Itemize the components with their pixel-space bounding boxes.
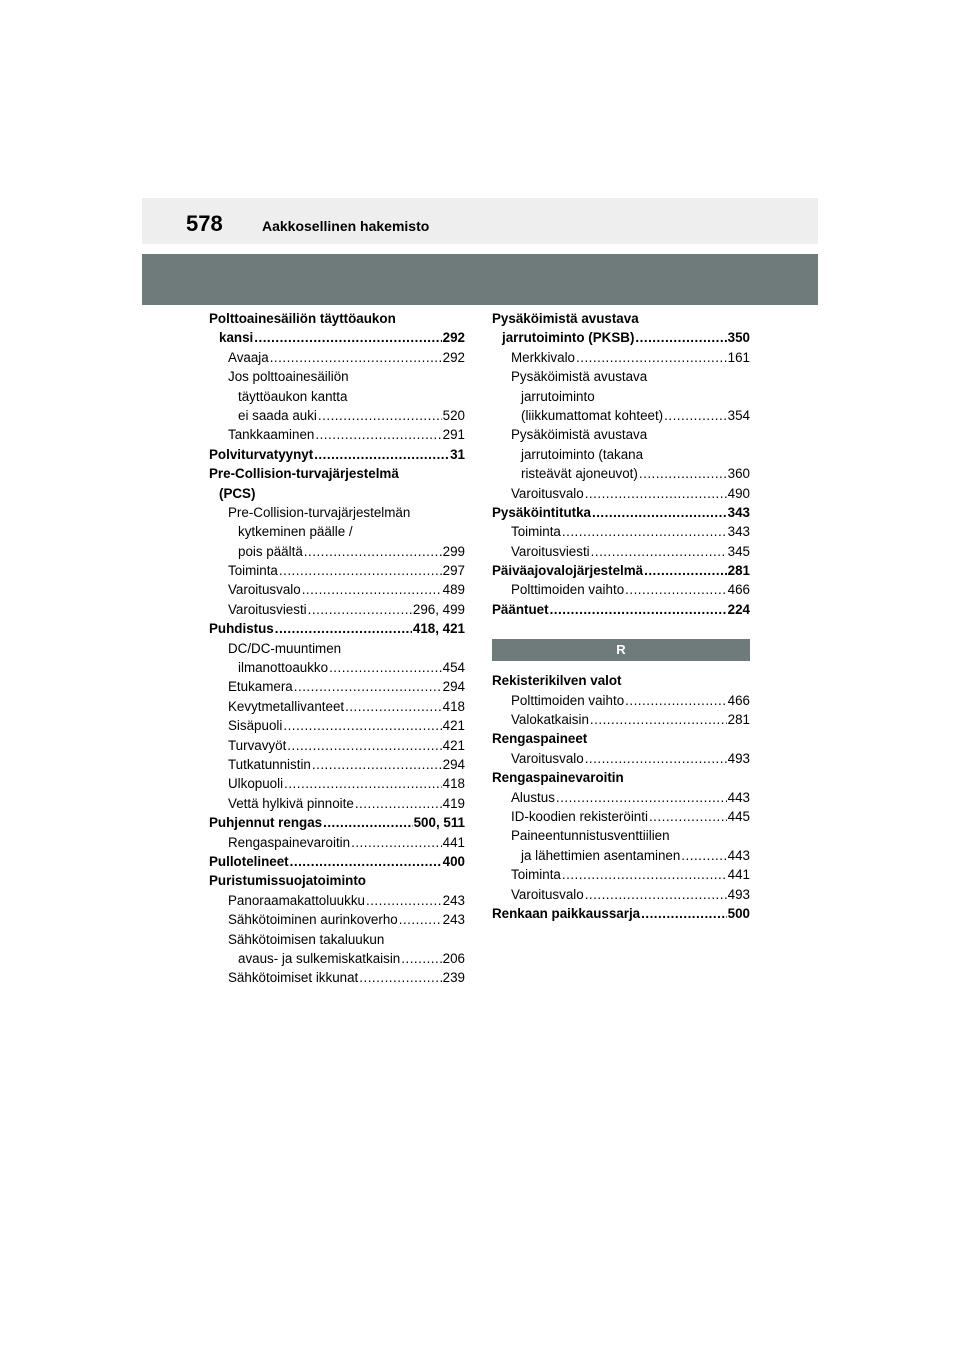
index-subentry — [492, 425, 750, 444]
entry-text: Pysäköimistä avustava — [511, 369, 648, 385]
page-reference: 281 — [727, 563, 750, 579]
entry-text: Vettä hylkivä pinnoite — [228, 795, 354, 811]
page-reference: 421 — [442, 737, 465, 753]
index-entry — [492, 503, 750, 522]
index-subentry — [209, 736, 465, 755]
index-subentry — [209, 406, 465, 425]
entry-text: Renkaan paikkaussarja — [492, 905, 641, 921]
entry-text: (liikkumattomat kohteet) — [521, 407, 664, 423]
index-subentry — [209, 600, 465, 619]
page-number: 578 — [186, 211, 223, 236]
entry-text: ei saada auki — [238, 407, 317, 423]
index-subentry — [492, 788, 750, 807]
entry-text: Kevytmetallivanteet — [228, 698, 345, 714]
entry-text: Puhdistus — [209, 621, 274, 637]
page-reference: 419 — [442, 795, 465, 811]
dot-leader — [664, 406, 727, 425]
index-subentry — [492, 445, 750, 464]
dot-leader — [351, 833, 442, 852]
entry-text: jarrutoiminto (PKSB) — [502, 330, 635, 346]
index-subentry — [209, 503, 465, 522]
entry-text: Sisäpuoli — [228, 718, 283, 734]
dot-leader — [290, 852, 442, 871]
index-subentry — [492, 865, 750, 884]
page-reference: 466 — [727, 582, 750, 598]
page-reference: 441 — [442, 834, 465, 850]
page-reference: 490 — [727, 485, 750, 501]
page-reference: 445 — [727, 808, 750, 824]
page-reference: 206 — [442, 950, 465, 966]
entry-text: Toiminta — [511, 524, 561, 540]
entry-text: Puristumissuojatoiminto — [209, 873, 366, 889]
index-subentry — [492, 580, 750, 599]
page-reference: 281 — [727, 712, 750, 728]
entry-text: Turvavyöt — [228, 737, 287, 753]
index-subentry — [492, 406, 750, 425]
dot-leader — [401, 949, 441, 968]
entry-text: jarrutoiminto (takana — [521, 446, 644, 462]
index-entry — [209, 328, 465, 347]
dot-leader — [592, 503, 727, 522]
dot-leader — [681, 846, 726, 865]
index-subentry — [209, 968, 465, 987]
page-reference: 350 — [727, 330, 750, 346]
entry-text: Toiminta — [228, 563, 278, 579]
entry-text: Sähkötoiminen aurinkoverho — [228, 912, 398, 928]
entry-text: pois päältä — [238, 543, 303, 559]
dot-leader — [329, 658, 442, 677]
entry-text: Päiväajovalojärjestelmä — [492, 563, 644, 579]
dot-leader — [625, 580, 727, 599]
entry-text: avaus- ja sulkemiskatkaisin — [238, 950, 401, 966]
dot-leader — [639, 464, 727, 483]
page-reference: 243 — [442, 892, 465, 908]
index-subentry — [492, 367, 750, 386]
dot-leader — [302, 580, 442, 599]
dot-leader — [562, 522, 727, 541]
dot-leader — [556, 788, 727, 807]
dot-leader — [254, 328, 441, 347]
entry-text: Rengaspaineet — [492, 731, 588, 747]
page-reference: 418, 421 — [412, 621, 465, 637]
index-column-left — [209, 309, 465, 988]
page-reference: 343 — [727, 524, 750, 540]
dot-leader — [304, 542, 442, 561]
entry-text: Panoraamakattoluukku — [228, 892, 365, 908]
dot-leader — [644, 561, 727, 580]
page-reference: 418 — [442, 776, 465, 792]
dot-leader — [318, 406, 442, 425]
entry-text: Rekisterikilven valot — [492, 673, 622, 689]
dot-leader — [275, 619, 412, 638]
page-reference: 294 — [442, 756, 465, 772]
index-subentry — [209, 910, 465, 929]
page-reference: 239 — [442, 970, 465, 986]
index-entry — [492, 671, 750, 690]
index-subentry — [492, 807, 750, 826]
entry-text: Pysäköimistä avustava — [492, 311, 639, 326]
entry-text: Polttoainesäiliön täyttöaukon — [209, 311, 396, 326]
index-subentry — [209, 697, 465, 716]
entry-text: Toiminta — [511, 867, 561, 883]
entry-text: Jos polttoainesäiliön — [228, 369, 349, 385]
entry-text: kytkeminen päälle / — [238, 524, 353, 540]
index-entry — [209, 309, 465, 328]
index-subentry — [492, 749, 750, 768]
dot-leader — [590, 710, 727, 729]
index-subentry — [209, 387, 465, 406]
index-subentry — [492, 464, 750, 483]
entry-text: ja lähettimien asentaminen — [521, 847, 681, 863]
index-subentry — [209, 677, 465, 696]
dot-leader — [550, 600, 727, 619]
page-reference: 296, 499 — [412, 601, 465, 617]
index-group-r — [492, 671, 750, 923]
page-reference: 299 — [442, 543, 465, 559]
dot-leader — [308, 600, 412, 619]
index-entry — [492, 309, 750, 328]
page-reference: 31 — [450, 446, 465, 462]
index-subentry — [209, 639, 465, 658]
index-subentry — [492, 691, 750, 710]
dot-leader — [625, 691, 727, 710]
dot-leader — [312, 755, 442, 774]
entry-text: ilmanottoaukko — [238, 660, 329, 676]
index-entry — [492, 729, 750, 748]
page-reference: 294 — [442, 679, 465, 695]
page-reference: 421 — [442, 718, 465, 734]
page-reference: 292 — [442, 349, 465, 365]
index-subentry — [209, 580, 465, 599]
entry-text: Rengaspainevaroitin — [492, 770, 624, 786]
index-entry — [209, 813, 465, 832]
page-reference: 500 — [727, 905, 750, 921]
dot-leader — [576, 348, 727, 367]
dot-leader — [399, 910, 442, 929]
index-subentry — [492, 826, 750, 845]
entry-text: Puhjennut rengas — [209, 815, 323, 831]
page-reference: 520 — [442, 407, 465, 423]
entry-text: Sähkötoimiset ikkunat — [228, 970, 359, 986]
index-subentry — [209, 794, 465, 813]
index-entry — [209, 445, 465, 464]
page-reference: 454 — [442, 660, 465, 676]
index-subentry — [492, 885, 750, 904]
dot-leader — [323, 813, 413, 832]
index-subentry — [209, 755, 465, 774]
entry-text: ID-koodien rekisteröinti — [511, 808, 648, 824]
index-column-right — [492, 309, 750, 923]
dot-leader — [562, 865, 727, 884]
page-reference: 466 — [727, 692, 750, 708]
entry-text: Alustus — [511, 789, 555, 805]
index-entry — [209, 619, 465, 638]
index-subentry — [492, 387, 750, 406]
entry-text: Pysäköimistä avustava — [511, 427, 648, 443]
index-subentry — [209, 561, 465, 580]
page-reference: 360 — [727, 466, 750, 482]
entry-text: Tutkatunnistin — [228, 756, 311, 772]
index-entry — [209, 464, 465, 483]
entry-text: Ulkopuoli — [228, 776, 284, 792]
index-subentry — [492, 542, 750, 561]
page-title: Aakkosellinen hakemisto — [262, 218, 430, 234]
page-reference: 354 — [727, 407, 750, 423]
entry-text: Tankkaaminen — [228, 427, 315, 443]
page-reference: 493 — [727, 886, 750, 902]
entry-text: Rengaspainevaroitin — [228, 834, 351, 850]
entry-text: Pre-Collision-turvajärjestelmä — [209, 466, 399, 482]
index-subentry — [209, 348, 465, 367]
page-reference: 224 — [727, 601, 750, 617]
entry-text: Pysäköintitutka — [492, 504, 591, 520]
index-subentry — [492, 710, 750, 729]
index-subentry — [209, 774, 465, 793]
index-subentry — [209, 658, 465, 677]
entry-text: Varoitusviesti — [228, 601, 307, 617]
dot-leader — [287, 736, 441, 755]
entry-text: (PCS) — [219, 485, 256, 501]
entry-text: Paineentunnistusventtiilien — [511, 828, 670, 844]
index-subentry — [209, 425, 465, 444]
page-reference: 443 — [727, 847, 750, 863]
header-band — [142, 254, 818, 305]
dot-leader — [635, 328, 726, 347]
dot-leader — [641, 904, 727, 923]
dot-leader — [585, 484, 727, 503]
index-entry — [209, 871, 465, 890]
entry-text: Etukamera — [228, 679, 293, 695]
entry-text: Polviturvatyynyt — [209, 446, 314, 462]
entry-text: Polttimoiden vaihto — [511, 692, 625, 708]
page-reference: 443 — [727, 789, 750, 805]
dot-leader — [355, 794, 442, 813]
page-reference: 400 — [442, 853, 465, 869]
section-header-r: R — [492, 639, 750, 661]
page-reference: 345 — [727, 543, 750, 559]
entry-text: Merkkivalo — [511, 349, 575, 365]
entry-text: Varoitusvalo — [228, 582, 301, 598]
dot-leader — [315, 425, 441, 444]
index-subentry — [492, 348, 750, 367]
page-reference: 343 — [727, 504, 750, 520]
page-reference: 291 — [442, 427, 465, 443]
entry-text: Polttimoiden vaihto — [511, 582, 625, 598]
dot-leader — [345, 697, 442, 716]
entry-text: Varoitusvalo — [511, 750, 584, 766]
page-reference: 243 — [442, 912, 465, 928]
page-reference: 441 — [727, 867, 750, 883]
index-entry — [209, 852, 465, 871]
index-entry — [492, 600, 750, 619]
dot-leader — [585, 885, 727, 904]
index-subentry — [209, 949, 465, 968]
entry-text: jarrutoiminto — [521, 388, 595, 404]
index-subentry — [209, 522, 465, 541]
dot-leader — [649, 807, 727, 826]
dot-leader — [359, 968, 441, 987]
index-subentry — [209, 542, 465, 561]
page-reference: 297 — [442, 563, 465, 579]
entry-text: Pääntuet — [492, 601, 549, 617]
page-reference: 489 — [442, 582, 465, 598]
entry-text: Sähkötoimisen takaluukun — [228, 931, 385, 947]
index-entry — [492, 328, 750, 347]
index-subentry — [209, 891, 465, 910]
entry-text: kansi — [219, 330, 254, 346]
entry-text: DC/DC-muuntimen — [228, 640, 342, 656]
entry-text: Varoitusvalo — [511, 485, 584, 501]
index-subentry — [492, 522, 750, 541]
index-entry — [492, 561, 750, 580]
dot-leader — [591, 542, 727, 561]
index-subentry — [492, 846, 750, 865]
page-reference: 161 — [727, 349, 750, 365]
entry-text: Varoitusvalo — [511, 886, 584, 902]
dot-leader — [279, 561, 442, 580]
entry-text: Pullotelineet — [209, 853, 289, 869]
dot-leader — [314, 445, 449, 464]
page-reference: 292 — [442, 330, 465, 346]
page-reference: 493 — [727, 750, 750, 766]
page-reference: 500, 511 — [413, 815, 465, 831]
entry-text: Valokatkaisin — [511, 712, 589, 728]
index-entry — [492, 904, 750, 923]
entry-text: täyttöaukon kantta — [238, 388, 348, 404]
index-subentry — [209, 833, 465, 852]
dot-leader — [284, 774, 442, 793]
index-entry — [209, 484, 465, 503]
index-group-p — [492, 309, 750, 619]
dot-leader — [366, 891, 442, 910]
entry-text: risteävät ajoneuvot) — [521, 466, 638, 482]
dot-leader — [270, 348, 442, 367]
header-bar — [142, 198, 818, 244]
index-subentry — [209, 716, 465, 735]
dot-leader — [585, 749, 727, 768]
index-subentry — [492, 484, 750, 503]
index-subentry — [209, 367, 465, 386]
entry-text: Varoitusviesti — [511, 543, 590, 559]
dot-leader — [283, 716, 441, 735]
index-subentry — [209, 930, 465, 949]
entry-text: Avaaja — [228, 349, 269, 365]
entry-text: Pre-Collision-turvajärjestelmän — [228, 504, 411, 520]
dot-leader — [294, 677, 442, 696]
index-entry — [492, 768, 750, 787]
page-reference: 418 — [442, 698, 465, 714]
